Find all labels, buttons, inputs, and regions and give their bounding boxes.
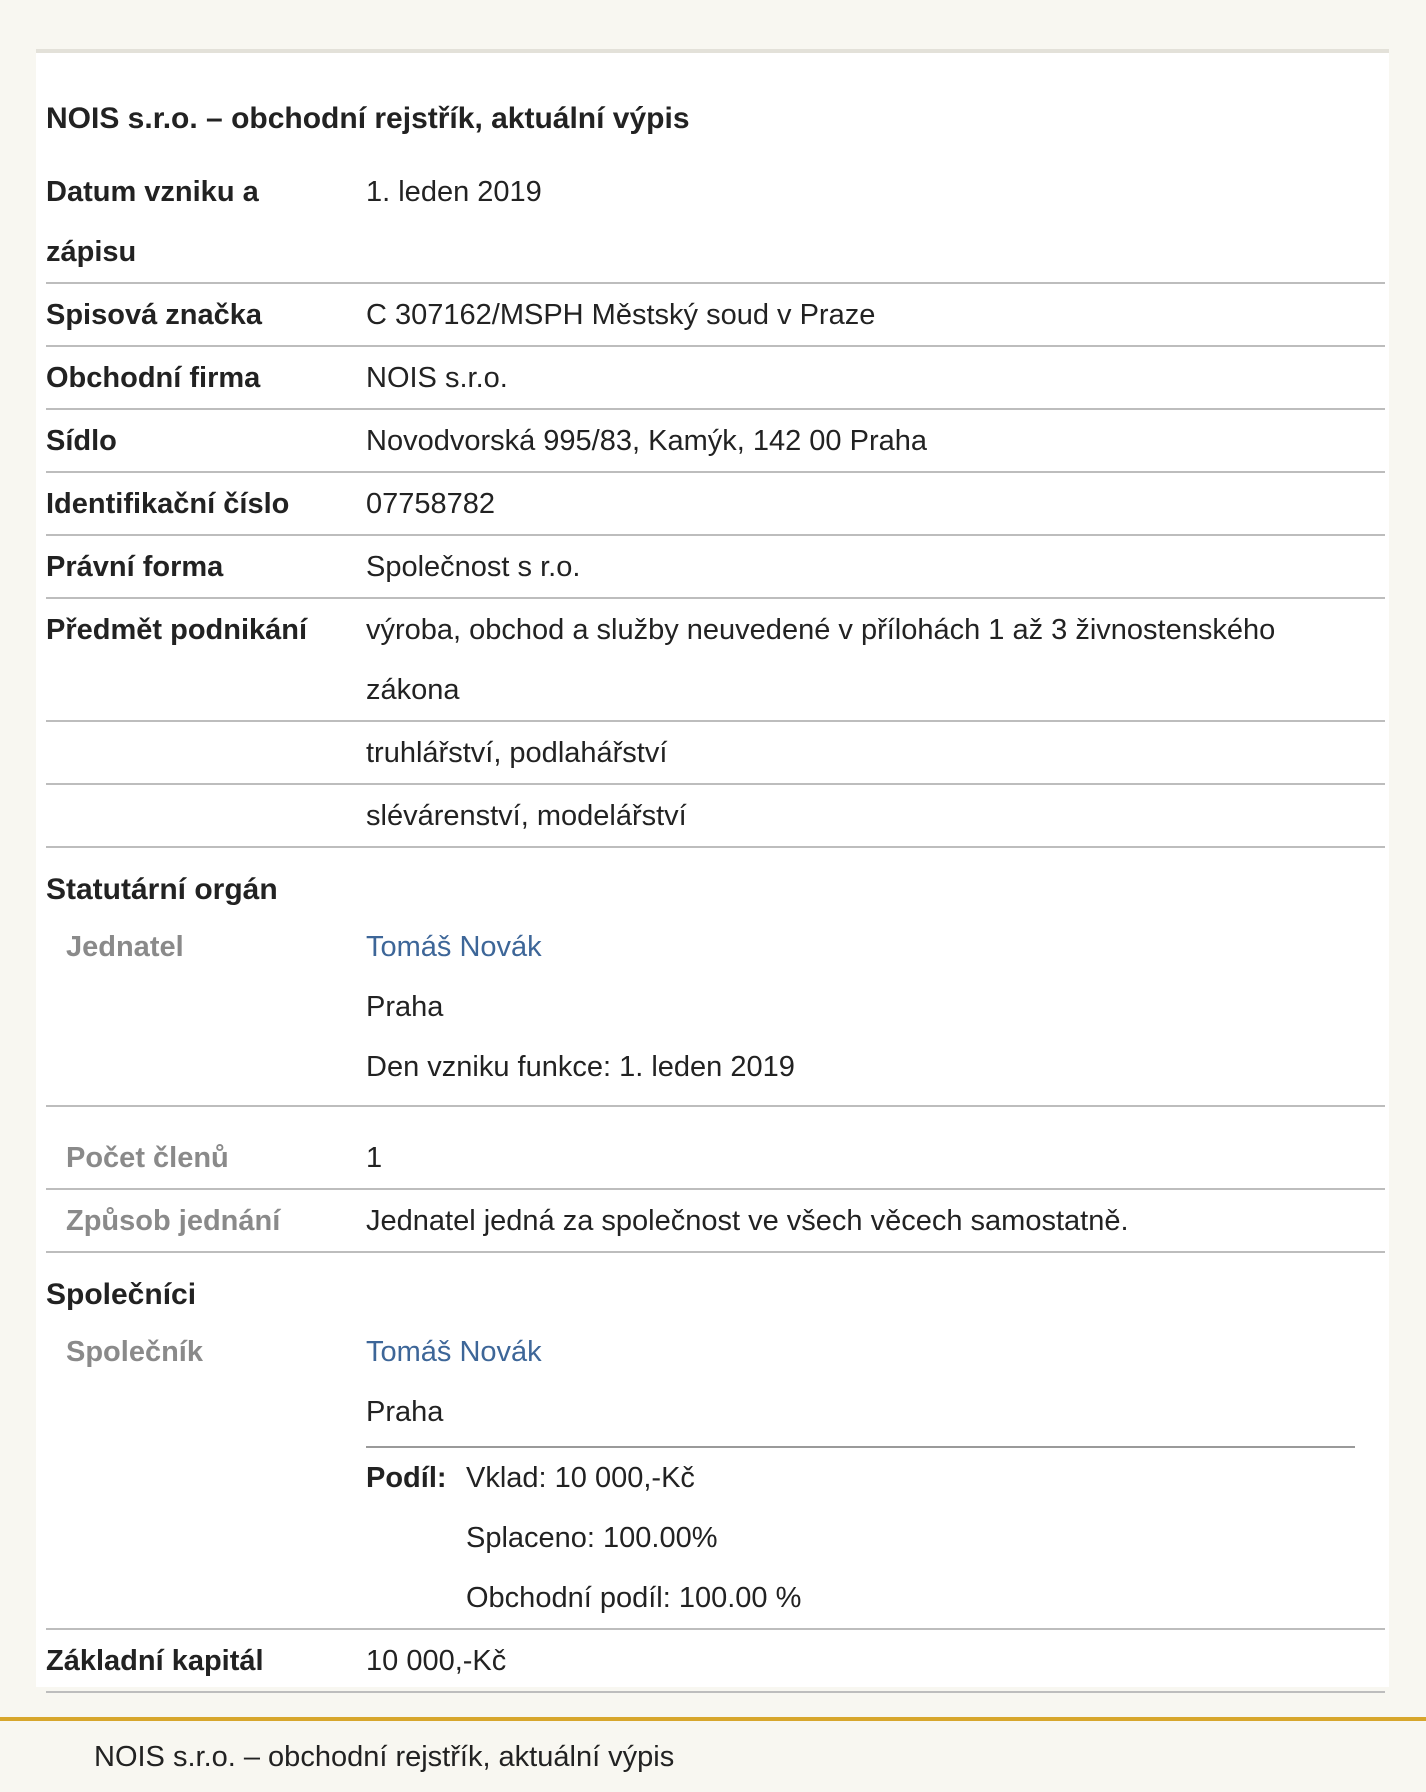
zpusob-value: Jednatel jedná za společnost ve všech věcech samostatně. — [366, 1205, 1129, 1237]
jednatel-since: Den vzniku funkce: 1. leden 2019 — [366, 1051, 795, 1083]
row-ic — [46, 473, 1385, 536]
predmet-label: Předmět podnikání — [46, 614, 308, 646]
jednatel-value — [366, 916, 1385, 1097]
spolecnik-city: Praha — [366, 1396, 444, 1428]
sidlo-label: Sídlo — [46, 425, 117, 457]
share-values — [466, 1448, 1355, 1628]
spis-value: C 307162/MSPH Městský soud v Praze — [366, 299, 876, 331]
share-box — [366, 1446, 1355, 1628]
row-zakladni-kapital — [46, 1630, 1385, 1693]
kapital-label: Základní kapitál — [46, 1645, 264, 1677]
forma-value: Společnost s r.o. — [366, 551, 581, 583]
jednatel-city: Praha — [366, 991, 444, 1023]
pocet-label: Počet členů — [66, 1142, 229, 1174]
kapital-value: 10 000,-Kč — [366, 1645, 507, 1677]
spolecnik-value — [366, 1321, 1385, 1628]
row-obchodni-firma — [46, 347, 1385, 410]
page-footer — [0, 1717, 1426, 1792]
predmet-value-1: výroba, obchod a služby neuvedené v přílohách 1 až 3 živnostenského zákona — [366, 614, 1276, 706]
ic-value: 07758782 — [366, 488, 496, 520]
row-jednatel — [46, 916, 1385, 1107]
obchodni-podil-value: Obchodní podíl: 100.00 % — [466, 1582, 802, 1614]
sidlo-value: Novodvorská 995/83, Kamýk, 142 00 Praha — [366, 425, 927, 457]
row-spolecnik — [46, 1321, 1385, 1630]
zpusob-label: Způsob jednání — [66, 1205, 281, 1237]
predmet-value-3: slévárenství, modelářství — [366, 800, 687, 832]
splaceno-value: Splaceno: 100.00% — [466, 1522, 718, 1554]
ic-label: Identifikační číslo — [46, 488, 290, 520]
datum-label: Datum vzniku a zápisu — [46, 176, 259, 268]
row-datum — [46, 161, 1385, 284]
statutarni-heading: Statutární orgán — [46, 873, 278, 906]
vklad-value: Vklad: 10 000,-Kč — [466, 1462, 695, 1494]
firma-value: NOIS s.r.o. — [366, 362, 508, 394]
podil-label: Podíl: — [366, 1462, 447, 1494]
spolecnik-label: Společník — [66, 1336, 203, 1368]
row-predmet-3 — [46, 785, 1385, 848]
page-title: NOIS s.r.o. – obchodní rejstřík, aktuální výpis — [46, 102, 690, 135]
jednatel-label: Jednatel — [66, 931, 184, 963]
spolecnici-heading: Společníci — [46, 1278, 197, 1311]
jednatel-name-link[interactable]: Tomáš Novák — [366, 931, 542, 963]
datum-value: 1. leden 2019 — [366, 176, 542, 208]
footer-text: NOIS s.r.o. – obchodní rejstřík, aktuální výpis — [94, 1741, 675, 1773]
row-zpusob-jednani — [46, 1190, 1385, 1253]
register-extract-card — [36, 49, 1389, 1687]
row-predmet-1 — [46, 599, 1385, 722]
row-predmet-2 — [46, 722, 1385, 785]
row-sidlo — [46, 410, 1385, 473]
row-pocet-clenu — [46, 1107, 1385, 1190]
pocet-value: 1 — [366, 1142, 383, 1174]
row-pravni-forma — [46, 536, 1385, 599]
spolecnik-name-link[interactable]: Tomáš Novák — [366, 1336, 542, 1368]
register-extract-content — [46, 101, 1385, 1693]
firma-label: Obchodní firma — [46, 362, 261, 394]
spis-label: Spisová značka — [46, 299, 262, 331]
row-spisova-znacka — [46, 284, 1385, 347]
predmet-value-2: truhlářství, podlahářství — [366, 737, 668, 769]
forma-label: Právní forma — [46, 551, 224, 583]
